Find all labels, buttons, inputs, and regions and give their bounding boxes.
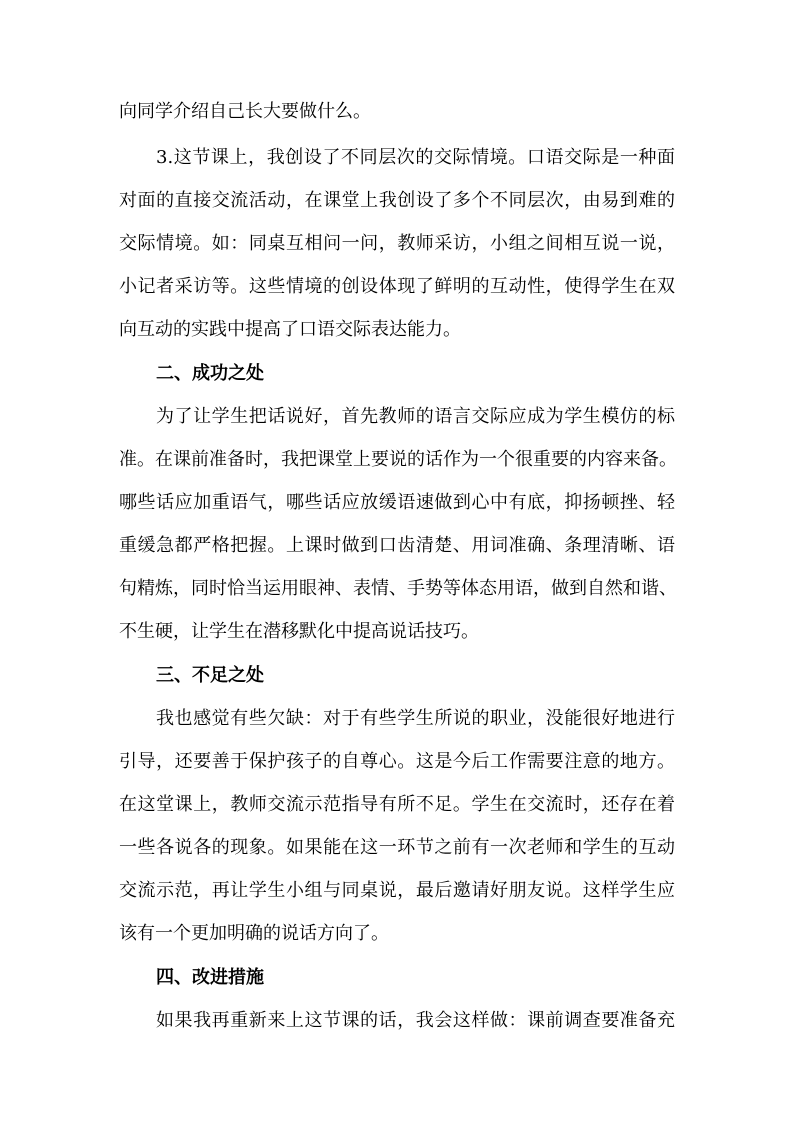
paragraph-line: 哪些话应加重语气，哪些话应放缓语速做到心中有底，抑扬顿挫、轻 — [119, 492, 675, 513]
paragraph-line: 为了让学生把话说好，首先教师的语言交际应成为学生模仿的标 — [156, 406, 675, 427]
section-heading: 二、成功之处 — [156, 363, 264, 384]
paragraph-line: 准。在课前准备时，我把课堂上要说的话作为一个很重要的内容来备。 — [119, 449, 677, 470]
paragraph-line: 向同学介绍自己长大要做什么。 — [119, 101, 371, 122]
paragraph-line: 重缓急都严格把握。上课时做到口齿清楚、用词准确、条理清晰、语 — [119, 535, 675, 556]
paragraph-line: 交流示范，再让学生小组与同桌说，最后邀请好朋友说。这样学生应 — [119, 880, 675, 901]
paragraph-line: 小记者采访等。这些情境的创设体现了鲜明的互动性，使得学生在双 — [119, 276, 675, 297]
section-heading: 四、改进措施 — [156, 967, 264, 988]
paragraph-line: 我也感觉有些欠缺：对于有些学生所说的职业，没能很好地进行 — [156, 708, 675, 729]
paragraph-line: 交际情境。如：同桌互相问一问，教师采访，小组之间相互说一说， — [119, 233, 675, 254]
paragraph-line: 对面的直接交流活动，在课堂上我创设了多个不同层次，由易到难的 — [119, 190, 675, 211]
paragraph-line: 如果我再重新来上这节课的话，我会这样做：课前调查要准备充 — [156, 1010, 675, 1031]
paragraph-line: 引导，还要善于保护孩子的自尊心。这是今后工作需要注意的地方。 — [119, 751, 675, 772]
paragraph-line: 3.这节课上，我创设了不同层次的交际情境。口语交际是一种面 — [156, 147, 675, 168]
paragraph-line: 该有一个更加明确的说话方向了。 — [119, 923, 389, 944]
paragraph-line: 一些各说各的现象。如果能在这一环节之前有一次老师和学生的互动 — [119, 837, 675, 858]
paragraph-line: 句精炼，同时恰当运用眼神、表情、手势等体态用语，做到自然和谐、 — [119, 578, 677, 599]
section-heading: 三、不足之处 — [156, 665, 264, 686]
paragraph-line: 不生硬，让学生在潜移默化中提高说话技巧。 — [119, 621, 479, 642]
paragraph-line: 在这堂课上，教师交流示范指导有所不足。学生在交流时，还存在着 — [119, 794, 675, 815]
paragraph-line: 向互动的实践中提高了口语交际表达能力。 — [119, 319, 461, 340]
